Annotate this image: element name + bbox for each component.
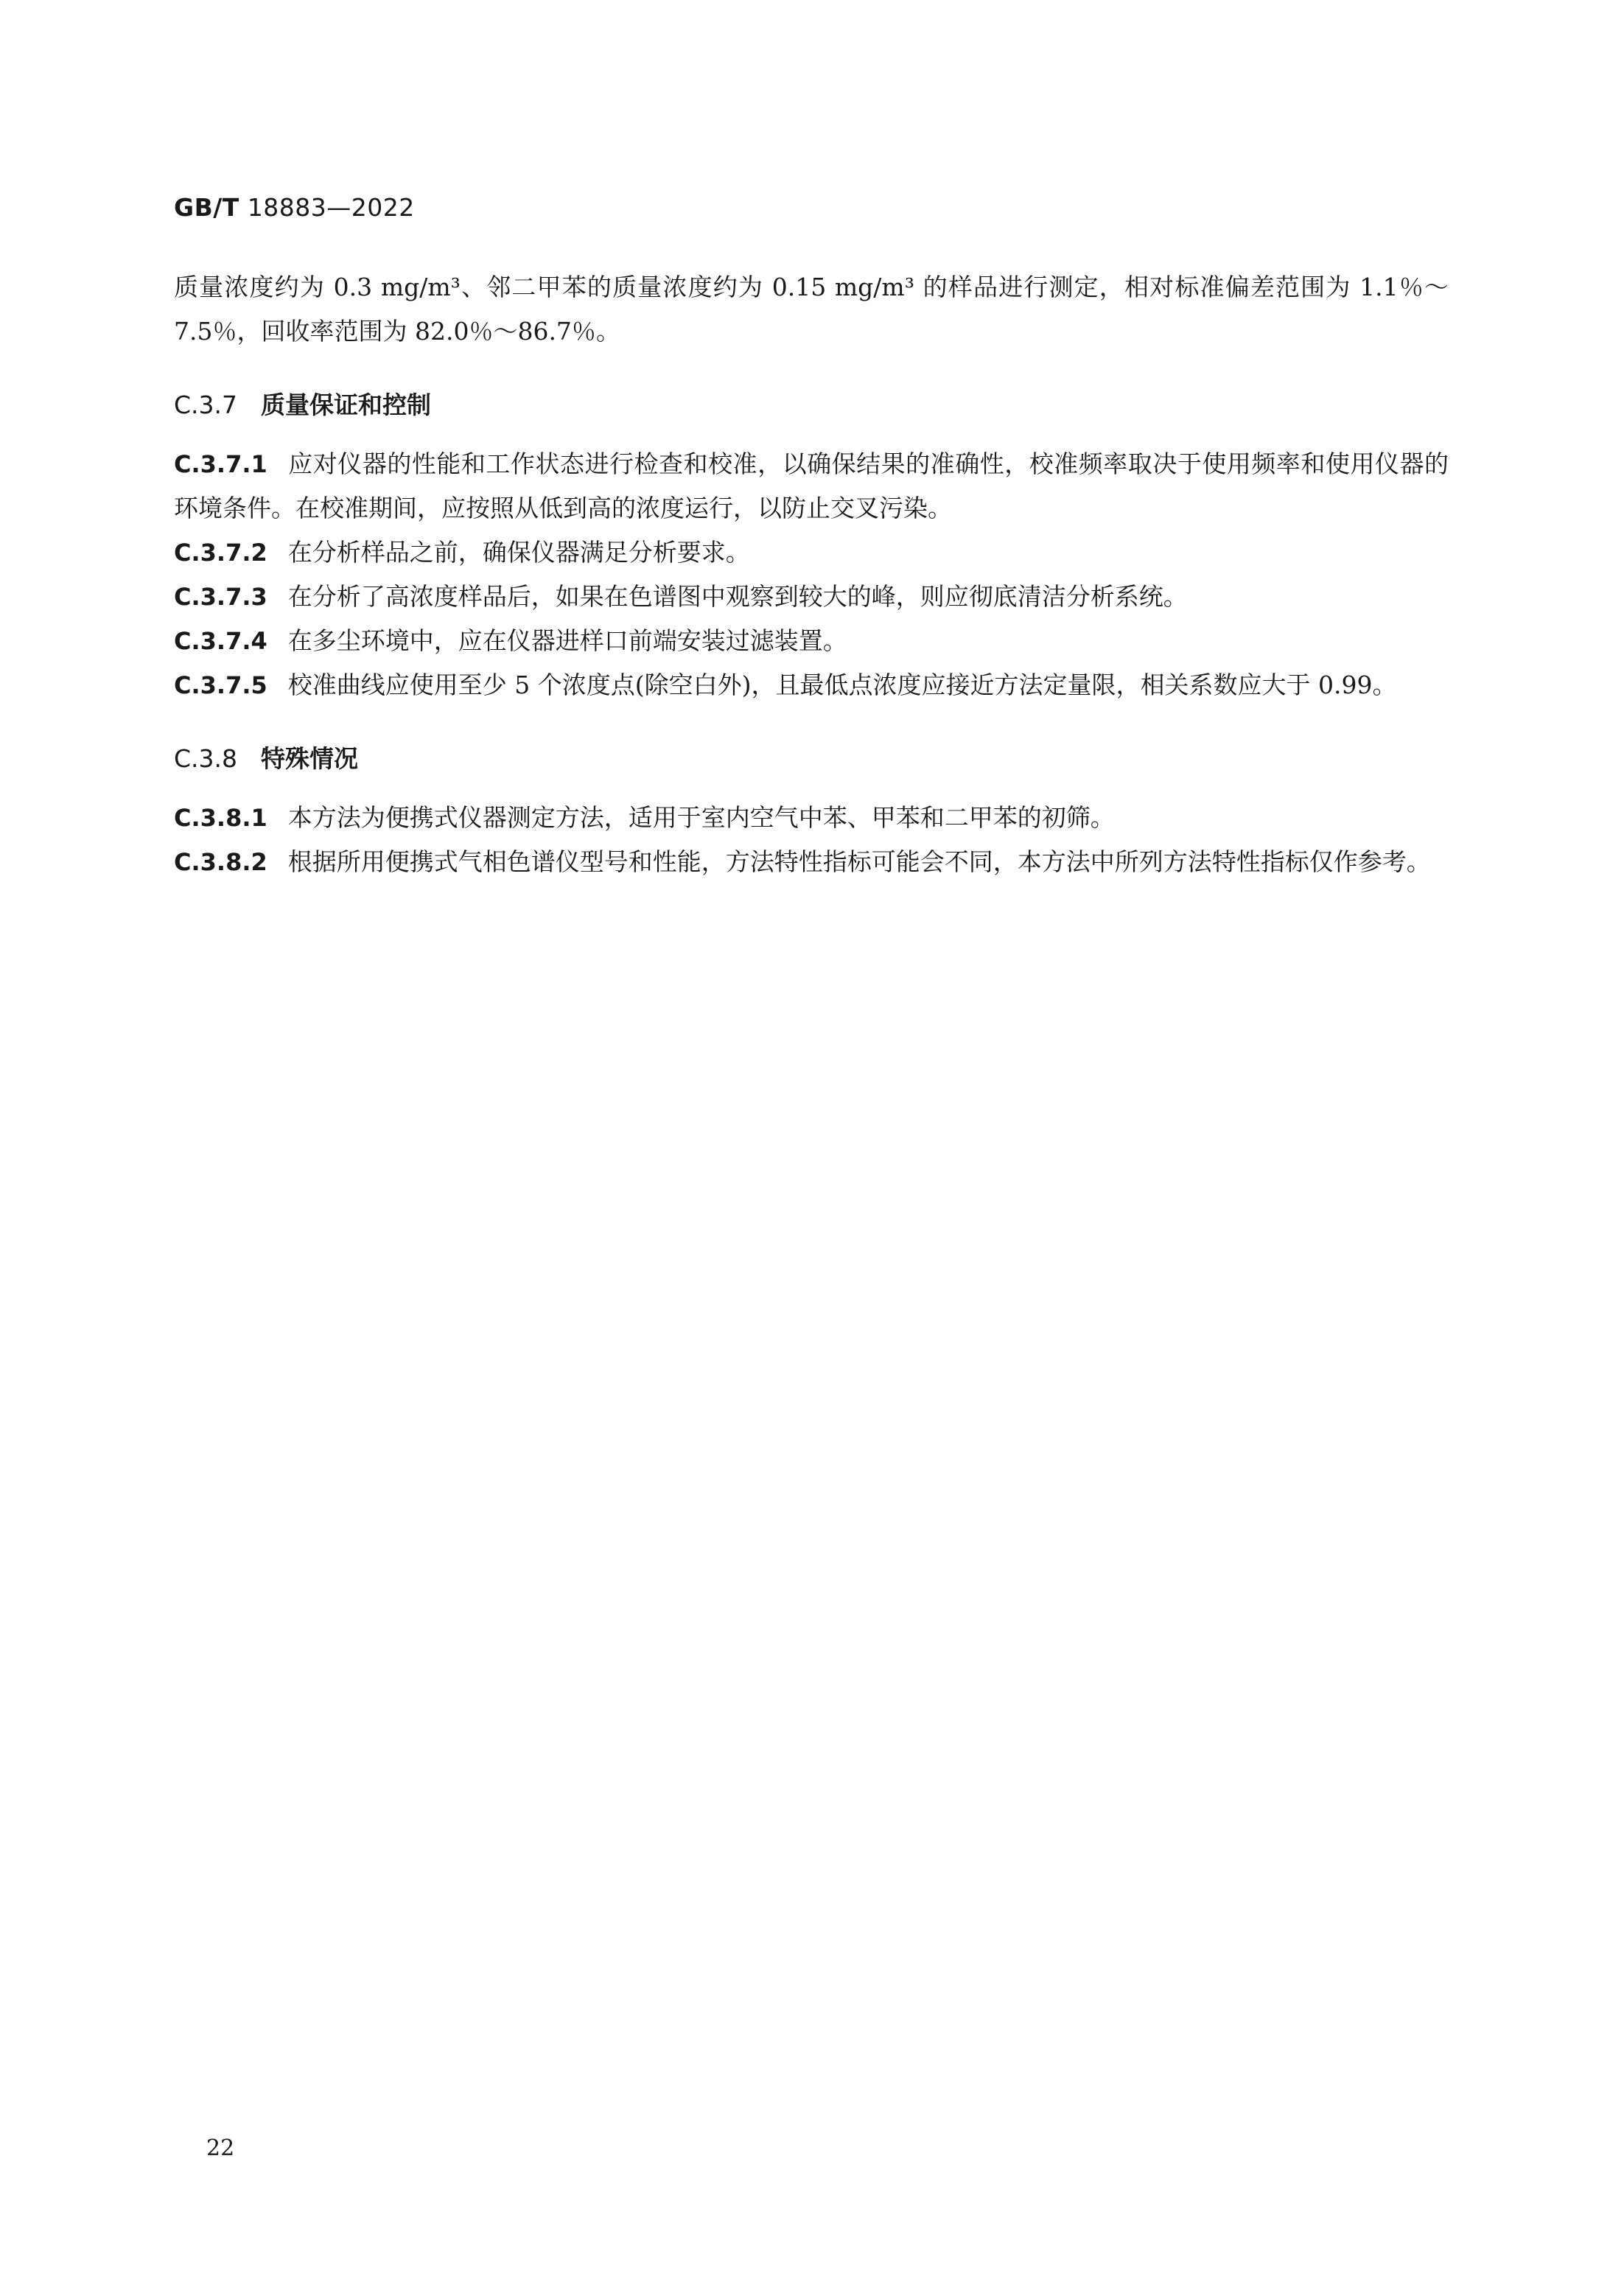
clause-c3-8-2	[174, 840, 1449, 884]
clause-number: C.3.7.5	[174, 671, 267, 699]
clause-c3-7-3	[174, 575, 1449, 619]
clause-number: C.3.8.2	[174, 848, 267, 876]
clause-number: C.3.7.3	[174, 583, 267, 611]
clause-text: 根据所用便携式气相色谱仪型号和性能，方法特性指标可能会不同，本方法中所列方法特性指标仅作参考。	[287, 847, 1431, 876]
clause-text: 校准曲线应使用至少 5 个浓度点(除空白外)，且最低点浓度应接近方法定量限，相关系数应大于 0.99。	[287, 671, 1397, 699]
clause-number: C.3.7.2	[174, 539, 267, 567]
section-number: C.3.8	[174, 744, 238, 773]
clause-text: 在分析样品之前，确保仪器满足分析要求。	[287, 538, 750, 567]
clause-number: C.3.7.4	[174, 627, 267, 655]
standard-number: 18883—2022	[247, 193, 415, 222]
section-heading-c38	[174, 737, 1449, 781]
clause-number: C.3.8.1	[174, 804, 267, 832]
section-title: 特殊情况	[261, 744, 359, 773]
standard-prefix: GB/T	[174, 193, 239, 222]
page-content	[174, 265, 1449, 884]
section-number: C.3.7	[174, 391, 238, 419]
document-header	[174, 193, 415, 222]
clause-text: 应对仪器的性能和工作状态进行检查和校准，以确保结果的准确性，校准频率取决于使用频率和使用仪器的环境条件。在校准期间，应按照从低到高的浓度运行，以防止交叉污染。	[174, 449, 1449, 522]
intro-paragraph: 质量浓度约为 0.3 mg/m³、邻二甲苯的质量浓度约为 0.15 mg/m³ 的样品进行测定，相对标准偏差范围为 1.1％～7.5％，回收率范围为 82.0％～86.7％。	[174, 273, 1449, 346]
clause-c3-7-1	[174, 442, 1449, 531]
section-title: 质量保证和控制	[261, 391, 432, 419]
clause-text: 在多尘环境中，应在仪器进样口前端安装过滤装置。	[287, 626, 847, 655]
page-number: 22	[206, 2135, 235, 2161]
clause-text: 在分析了高浓度样品后，如果在色谱图中观察到较大的峰，则应彻底清洁分析系统。	[287, 582, 1188, 611]
clause-c3-7-2	[174, 531, 1449, 575]
section-heading-c37	[174, 383, 1449, 427]
clause-c3-7-5	[174, 663, 1449, 707]
clause-text: 本方法为便携式仪器测定方法，适用于室内空气中苯、甲苯和二甲苯的初筛。	[287, 803, 1115, 832]
clause-c3-8-1	[174, 796, 1449, 840]
clause-number: C.3.7.1	[174, 450, 267, 478]
clause-c3-7-4	[174, 619, 1449, 663]
